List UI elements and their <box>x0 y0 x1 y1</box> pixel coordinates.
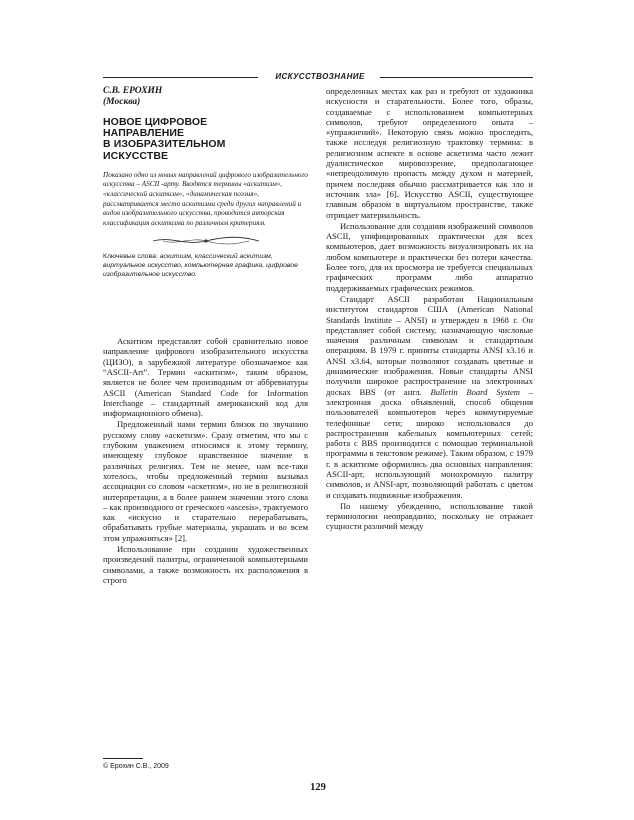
header-title: ИСКУССТВОЗНАНИЕ <box>275 72 365 81</box>
ornament-divider <box>151 236 261 246</box>
title-line: НАПРАВЛЕНИЕ <box>103 127 185 140</box>
article-title <box>103 117 308 162</box>
paragraph-bbs <box>326 294 533 500</box>
left-column <box>103 86 308 585</box>
abstract: Показано одно из новых направлений цифрового изобразительного искусства – ASCII -арту. Вводятся термины «аскитизм», «классический аскитизм», «динамическая поэзия», рассматривается место аскитизма среди других направлений и видов изобразительного искусства, проводится авторская классификация аскитизма по различным критериям. <box>103 170 308 227</box>
right-column <box>326 86 533 532</box>
header-rule-left <box>103 77 258 78</box>
author-city: (Москва) <box>103 97 141 107</box>
keywords-text: аскитизм, классический аскитизм, виртуальное искусство, компьютерная графика, цифровое изобразительное искусство. <box>103 253 298 279</box>
page-number: 129 <box>310 782 326 793</box>
paragraph: Предложенный нами термин близок по звучанию русскому слову «аскетизм». Сразу отметим, что мы с глубоким уважением относимся к этому термину, имеющему глубокое нравственное значение в различных религиях. Тем не менее, нам все-таки хотелось, чтобы предложенный термин вызывал ассоциации со словом «аскетизм», но не в религиозной интерпретации, а в более раннем значении этого слова – как производного от греческого «ascesis», трактуемого как «искусно и старательно перерабатывать, обрабатывать грубые материалы, украшать и во всем этом упражняться» [2]. <box>103 419 308 543</box>
title-line: В ИЗОБРАЗИТЕЛЬНОМ <box>103 138 226 151</box>
title-line: ИСКУССТВЕ <box>103 149 169 162</box>
author-name: С.В. ЕРОХИН <box>103 86 163 96</box>
paragraph-bbs-start: Стандарт ASCII разработан Национальным институтом стандартов США (American National Standards Institute – ANSI) и утвержден в 1968 г. Он представляет собой систему, назначающую числовые значения различным символам и стандартным операциям. В 1979 г. приняты стандарты ANSI x3.16 и ANSI x3.64, которые позволяют создавать цветные и динамические изображения. Новые стандарты ANSI получили широкое распространение на электронных досках BBS (от англ. <box>326 293 533 397</box>
title-line: НОВОЕ ЦИФРОВОЕ <box>103 116 208 128</box>
paragraph-bbs-rest: – электронная доска объявлений, способ общения пользователей компьютеров через коммутируемые телефонные сети; широко использовался до распространения кабельных компьютерных сетей; работа с BBS производится с помощью терминальной программы в текстовом режиме). Таким образом, с 1979 г. в аскитизме оформились два основных направления: ASCII-арт, использующий монохромную палитру символов, и ANSI-арт, позволяющий работать с цветом и создавать подвижные изображения. <box>326 386 533 500</box>
running-header <box>103 71 533 83</box>
paragraph: Использование для создания изображений символов ASCII, унифицированных практически для всех компьютеров, дает возможность визуализировать их на любом компьютере и практически без потери качества. Более того, для их просмотра не требуется специальных графических программ либо аппаратно поддерживаемых графических режимов. <box>326 220 533 293</box>
keywords-label: Ключевые слова: <box>103 253 158 261</box>
copyright: © Ерохин С.В., 2009 <box>103 763 169 770</box>
paragraph: Использование при создании художественных произведений палитры, ограниченной компьютерными символами, а также возможность их расположения в строго <box>103 544 308 585</box>
paragraph: определенных местах как раз и требуют от художника искусности и старательности. Более того, образы, создаваемые с использованием компьютерных символов, требуют определенного опыта – «упражнений». Некоторую связь можно проследить, также исследуя религиозную трактовку термина: в религиозном аспекте в основе аскетизма часто лежит дуалистическое мировоззрение, предполагающее «непреодолимую пропасть между духом и материей, причем последняя обычно рассматривается как зло и источник зла» [6]. Искусство ASCII, существующее главным образом в виртуальном пространстве, также отрицает материальность. <box>326 86 533 220</box>
footnote <box>103 758 533 771</box>
right-body <box>326 86 533 532</box>
left-body <box>103 336 308 585</box>
paragraph: Аскитизм представлят собой сравнительно новое направление цифрового изобразительного искусства (ЦИЗО), в зарубежной литературе обозначаемое как “ASCII-Art”. Термин «аскитизм», таким образом, является не более чем производным от аббревиатуры ASCII (American Standard Code for Information Interchange – стандартный американский код для информационного обмена). <box>103 336 308 419</box>
header-rule-right <box>380 77 533 78</box>
keywords <box>103 253 308 280</box>
paragraph: По нашему убеждению, использование такой терминологии неоправданно, поскольку не отражает сущности различий между <box>326 500 533 532</box>
bbs-term: Bulletin Board System <box>430 386 520 397</box>
footnote-rule <box>103 758 143 759</box>
